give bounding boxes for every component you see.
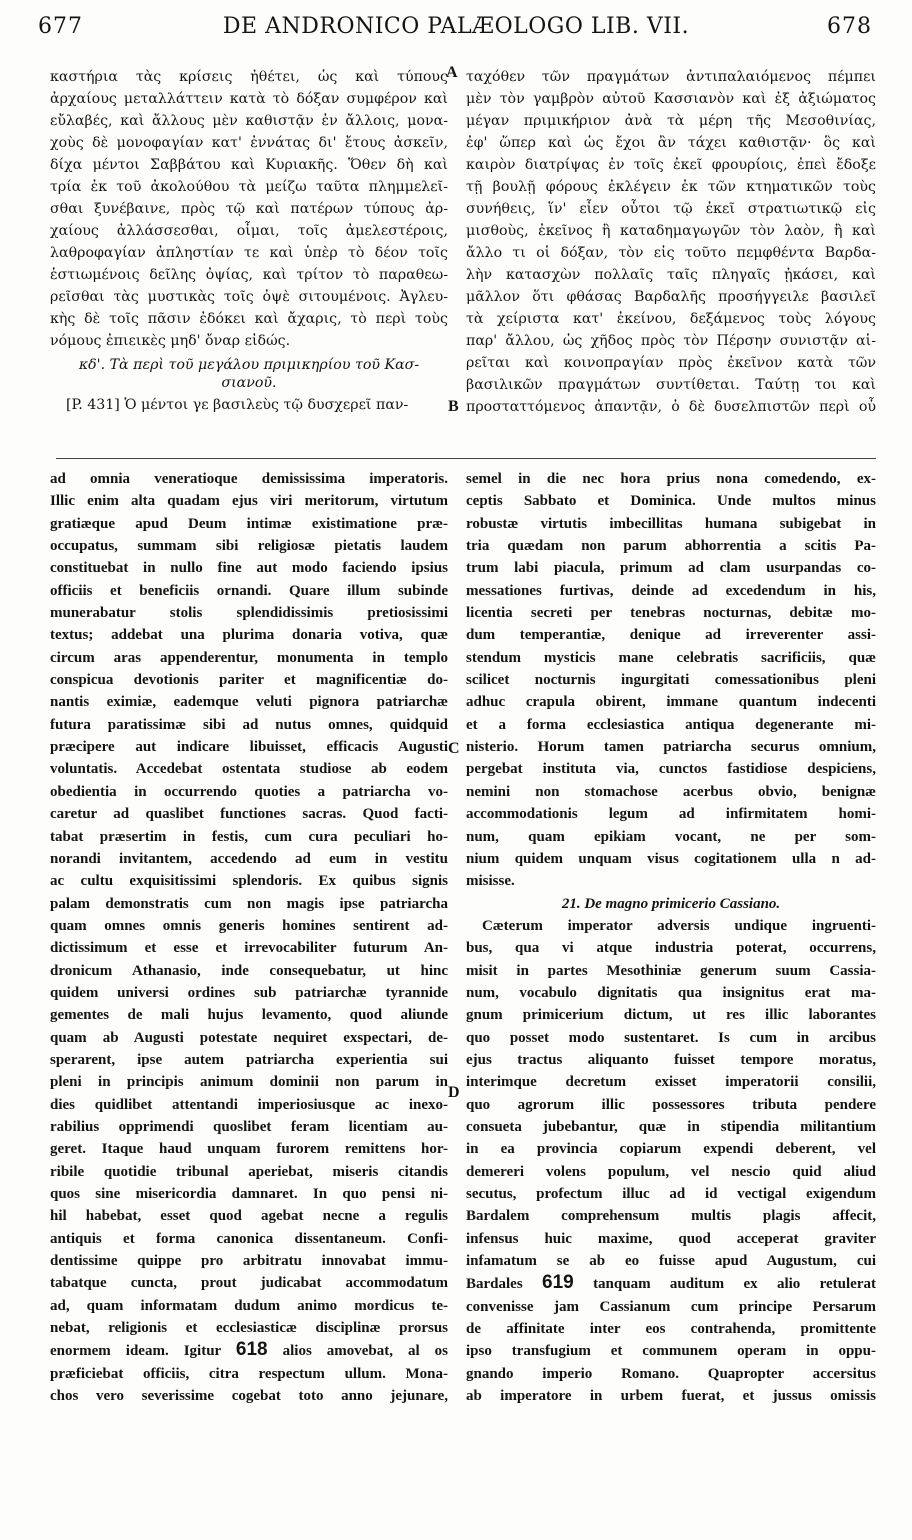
text-line: εὔλαβές, καὶ ἄλλους μὲν καθιστᾷν ἐν ἄλλοις, μονα- bbox=[50, 113, 448, 129]
column-separator-rule bbox=[56, 458, 876, 459]
text-line: num, quam epikiam vocant, ne per som- bbox=[466, 828, 876, 845]
text-line: gratiæque apud Deum intimæ existimatione præ- bbox=[50, 515, 448, 532]
text-line: hil habebat, esset quod agebat necne a regulis bbox=[50, 1208, 448, 1225]
text-line: dum temperantiæ, denique ad irreverenter assi- bbox=[466, 627, 876, 644]
text-line: geret. Itaque haud unquam furorem remittens hor- bbox=[50, 1141, 448, 1158]
text-line: licentia secreti per tenebras nocturnas, debitæ mo- bbox=[466, 605, 876, 622]
text-line: tria quædam non parum abhorrentia a scitis Pa- bbox=[466, 538, 876, 555]
text-line: λαθροφαγίαν ἀπληστίαν τε καὶ ὑπὲρ τὸ δέον τοῖς bbox=[50, 245, 448, 261]
text-line: τὰ χείριστα κατ' ἐκείνου, δεξάμενος τοὺς λόγους bbox=[466, 311, 876, 327]
text-line: adhuc crapula obirent, immane quantum indecenti bbox=[466, 694, 876, 711]
text-line: quidem universi ordines sub patriarchæ tyrannide bbox=[50, 984, 448, 1001]
text-line: officiis et beneficiis ornandi. Quare illum subinde bbox=[50, 582, 448, 599]
text-line: μισθοὺς, ἐκεῖνος ἢ καταδημαγωγῶν τὸν λαὸν, ἢ καὶ bbox=[466, 223, 876, 239]
text-line: gementes de mali hujus levamento, quod aliunde bbox=[50, 1007, 448, 1024]
text-line: quam omnes omnis generis homines sentirent ad- bbox=[50, 917, 448, 934]
text-line: Illic enim alta quadam ejus viri meritorum, virtutum bbox=[50, 493, 448, 510]
text-line: ἑστιωμένοις δεῖλης ὀψίας, καὶ τρίτον τὸ παραθεω- bbox=[50, 267, 448, 283]
latin-left-lines bbox=[50, 468, 448, 1407]
text-line: βασιλικῶν πραγμάτων συντίθεται. Ταύτῃ τοι καὶ bbox=[466, 377, 876, 393]
text-line: συνήθεις, ἵν' εἶεν οὗτοι τῷ ἐκεῖ στρατιωτικῷ εἰς bbox=[466, 201, 876, 217]
text-line: nisterio. Horum tamen patriarcha securus omnium, bbox=[466, 739, 876, 756]
text-line: nantis eximiæ, eademque veluti pignora patriarchæ bbox=[50, 694, 448, 711]
text-line: et a forma ecclesiastica antiqua degenerante mi- bbox=[466, 716, 876, 733]
text-line: ad omnia veneratioque demississima imperatoris. bbox=[50, 471, 448, 487]
text-line: circum aras appenderentur, monumenta in templo bbox=[50, 649, 448, 666]
text-line: præficiebat officiis, citra respectum ullum. Mona- bbox=[50, 1365, 448, 1382]
text-line: sperarent, ipse autem patriarcha experientia sui bbox=[50, 1051, 448, 1068]
text-line: gnando imperio Romano. Quapropter accersitus bbox=[466, 1365, 876, 1382]
left-page-number: 677 bbox=[38, 14, 83, 39]
text-line: voluntatis. Accedebat ostentata studiose ab eodem bbox=[50, 761, 448, 778]
text-line: consueta jubebantur, quæ in stipendia militantium bbox=[466, 1118, 876, 1135]
latin-section-heading: 21. De magno primicerio Cassiano. bbox=[561, 895, 781, 912]
text-line: conspicua devotionis pariter et magnificentiæ do- bbox=[50, 672, 448, 689]
text-line: ἄλλο τι οἱ δόξαν, τὸν εἰς τοῦτο πεμφθέντα Βαρδα- bbox=[466, 245, 876, 261]
text-line: dronicum Athanasio, inde consequebatur, ut hinc bbox=[50, 962, 448, 979]
text-line: gnum primicerium dictum, ut res illic laborantes bbox=[466, 1007, 876, 1024]
text-line: σθαι ξυνέβαινε, πρὸς τῷ καὶ πατέρων τύπους ἀρ- bbox=[50, 201, 448, 217]
right-page-number: 678 bbox=[827, 14, 872, 39]
text-line: quo posset modo sustentaret. Is cum in arcibus bbox=[466, 1029, 876, 1046]
text-line: λὴν κατασχὼν πολλαῖς ταῖς πληγαῖς ᾐκάσει, καὶ bbox=[466, 267, 876, 283]
text-line: tabatque cuncta, prout judicabat accommodatum bbox=[50, 1275, 448, 1292]
text-line: μᾶλλον ὅτι φθάσας Βαρδαλῆς προσήγγειλε βασιλεῖ bbox=[466, 289, 876, 305]
text-line: ribile quotidie tribunal aperiebat, miseris citandis bbox=[50, 1163, 448, 1180]
text-line: trum labi piacula, primum ad clam usurpandas co- bbox=[466, 560, 876, 577]
running-title: DE ANDRONICO PALÆOLOGO LIB. VII. bbox=[222, 14, 690, 39]
text-line: δίχα μέντοι Σαββάτου καὶ Κυριακῆς. Ὅθεν δὴ καὶ bbox=[50, 157, 448, 173]
greek-left-lines bbox=[50, 66, 448, 352]
text-line: tabat præsertim in festis, cum cura peculiari ho- bbox=[50, 828, 448, 845]
text-line: χαίους ἀλλάσσεσθαι, οἶμαι, τοῖς ἀμελεστέροις, bbox=[50, 223, 448, 239]
text-line: νόμους ἐπιεικὲς μηδ' ὄναρ εἰδώς. bbox=[50, 333, 291, 349]
text-line: caretur ad quaslibet functiones sacras. Quod facti- bbox=[50, 806, 448, 823]
text-line: ταχόθεν τῶν πραγμάτων ἀντιπαλαιόμενος πέμπει bbox=[466, 69, 876, 85]
text-line: dentissime quippe pro arbitratu innovabat immu- bbox=[50, 1253, 448, 1270]
text-line: μέγαν πριμικήριον ἀνὰ τὰ μέρη τῆς Μεσοθινίας, bbox=[466, 113, 876, 129]
text-line: προσταττόμενος ἀπαντᾷν, ὁ δὲ δυσελπιστῶν περὶ οὗ bbox=[466, 399, 876, 415]
text-line: textus; addebat una plurima donaria votiva, quæ bbox=[50, 627, 448, 644]
text-line: καστήρια τὰς κρίσεις ἠθέτει, ὡς καὶ τύπους bbox=[50, 69, 448, 85]
text-line: infamatum se ab eo fuisse apud Augustum, cui bbox=[466, 1253, 876, 1270]
text-line: demereri volens populum, vel nescio quid aliud bbox=[466, 1163, 876, 1180]
text-line: τρία ἐκ τοῦ ἀκολούθου τὰ μείζω ταῦτα πλημμελεῖ- bbox=[50, 179, 448, 195]
text-line: nebat, religionis et ecclesiasticæ disciplinæ prorsus bbox=[50, 1320, 448, 1337]
text-line: stendum mysticis mane celebratis sacrificiis, quæ bbox=[466, 649, 876, 666]
greek-section-heading-cont: σιανοῦ. bbox=[221, 375, 277, 391]
text-line: ceptis Sabbato et Dominica. Unde multos minus bbox=[466, 493, 876, 510]
latin-left-column bbox=[50, 468, 448, 1407]
text-line: misit in partes Mesothiniæ generum suum Cassia- bbox=[466, 962, 876, 979]
text-line: dies quidlibet attentandi imperiosiusque ac inexo- bbox=[50, 1096, 448, 1113]
text-line: de affinitate inter eos contrahenda, promittente bbox=[466, 1321, 876, 1338]
text-line: futura paratissimæ sibi ad nutus omnes, quidquid bbox=[50, 716, 448, 733]
greek-section-heading: κδ'. Τὰ περὶ τοῦ μεγάλου πριμικηρίου τοῦ Κασ- bbox=[78, 357, 420, 373]
greek-right-lines bbox=[466, 66, 876, 418]
text-line: rabilius opprimendi quoslibet feram licentiam au- bbox=[50, 1118, 448, 1135]
text-line: ac cultu exquisitissimi splendoris. Ex quibus signis bbox=[50, 873, 448, 890]
text-line: ἀρχαίους μεταλλάττειν κατὰ τὸ δόξαν συμφέρον καὶ bbox=[50, 91, 448, 107]
text-line: dictissimum et esse et irrevocabiliter futurum An- bbox=[50, 940, 448, 957]
latin-right-lines-2 bbox=[466, 915, 876, 1408]
running-header bbox=[0, 10, 912, 44]
greek-left-last-line bbox=[50, 394, 448, 416]
text-line: robustæ virtutis imbecillitas humana subigebat in bbox=[466, 515, 876, 532]
text-line: constituebat in nullo fine aut modo faciendo ipsius bbox=[50, 560, 448, 577]
text-line: quo agrorum illic possessores tributa pendere bbox=[466, 1096, 876, 1113]
text-line: quos sine misericordia damnaret. In quo pensi ni- bbox=[50, 1186, 448, 1202]
text-line: Bardalem comprehensum multis plagis affecit, bbox=[466, 1208, 876, 1225]
text-line: interimque decretum exisset imperatorii consilii, bbox=[466, 1074, 876, 1091]
text-line: convenisse jam Cassianum cum principe Persarum bbox=[466, 1298, 876, 1315]
text-line: munerabatur stolis splendidissimis pretiosissimi bbox=[50, 605, 448, 622]
text-line: enormem ideam. Igitur 618 alios amovebat, al os bbox=[50, 1339, 448, 1361]
latin-right-lines bbox=[466, 468, 876, 893]
text-line: ρεῖσθαι τὰς μυστικὰς τοῖς ὀψὲ σιτουμένοις. Ἀγλευ- bbox=[50, 289, 448, 305]
text-line: chos vero severissime cogebat toto anno jejunare, bbox=[50, 1388, 448, 1405]
text-line: occupatus, summam sibi religiosæ pietatis laudem bbox=[50, 538, 448, 555]
text-line: norandi invitantem, accedendo ad eum in vestitu bbox=[50, 850, 448, 867]
text-line: scilicet nocturnis ingurgitati comessationibus pleni bbox=[466, 672, 876, 689]
text-line: pleni in principis animum dominii non parum in bbox=[50, 1074, 448, 1091]
greek-left-column bbox=[50, 66, 448, 416]
text-line: μὲν τὸν γαμβρὸν αὐτοῦ Κασσιανὸν καὶ ἐξ ἀξιώματος bbox=[466, 91, 876, 107]
text-line: in ea provincia copiarum expendi deberent, vel bbox=[466, 1141, 876, 1158]
text-line: ab imperatore in urbem fuerat, et jussus omissis bbox=[466, 1388, 876, 1405]
text-line: nemini non stomachose acerbus obvio, benignæ bbox=[466, 783, 876, 800]
page-reference: [P. 431] bbox=[66, 397, 120, 413]
text-line: ἐφ' ὥπερ καὶ ὡς ἔχοι ἂν τάχει καθιστᾷν· ὃς καὶ bbox=[466, 135, 876, 151]
text-line: χοὺς δὲ μονοφαγίαν κατ' ἐννάτας δι' ἔτους ἀσκεῖν, bbox=[50, 135, 448, 151]
text-line: quam ab Augusti potestate nequiret exspectari, de- bbox=[50, 1029, 448, 1046]
text-line: Bardales 619 tanquam auditum ex alio retulerat bbox=[466, 1272, 876, 1294]
text-line: palam demonstratis cum non magis ipse patriarcha bbox=[50, 895, 448, 912]
text-line: misisse. bbox=[466, 873, 515, 890]
text-line: nium quidem unquam visus cogitationem ulla n ad- bbox=[466, 850, 876, 867]
text-line: præcipere aut indicare libuisset, efficacis Augusti bbox=[50, 739, 448, 756]
text-line: ipso transfugium et communem operam in oppu- bbox=[466, 1343, 876, 1360]
text-line: messationes furtivas, deinde ad excedendum in his, bbox=[466, 582, 876, 599]
margin-marker-b: B bbox=[448, 398, 459, 415]
page-number-marker: 618 bbox=[235, 1339, 268, 1361]
greek-left-last-text: Ὁ μέντοι γε βασιλεὺς τῷ δυσχερεῖ παν- bbox=[124, 397, 409, 413]
page-number-marker: 619 bbox=[542, 1272, 574, 1294]
latin-right-column bbox=[466, 468, 876, 1407]
margin-marker-a: A bbox=[446, 64, 458, 81]
text-line: τῇ βουλῇ φόρους ἐκλέγειν ἐκ τῶν κτηματικῶν τοὺς bbox=[466, 179, 876, 195]
text-line: bus, qua vi atque industria poterat, occurrens, bbox=[466, 940, 876, 957]
text-line: ρεῖται καὶ κοινοπραγίαν πρὸς ἐκεῖνον κατὰ τῶν bbox=[466, 355, 876, 371]
margin-marker-c: C bbox=[448, 740, 460, 757]
text-line: κὴς δὲ τοῖς πᾶσιν ἐδόκει καὶ ἄχαρις, τὸ περὶ τοὺς bbox=[50, 311, 448, 327]
text-line: ejus tractus aliquanto fuisset tempore moratus, bbox=[466, 1051, 876, 1068]
text-line: pergebat instituta via, cunctos fastidiose despiciens, bbox=[466, 761, 876, 778]
text-line: infensus huic maxime, quod acceperat graviter bbox=[466, 1230, 876, 1247]
text-line: obedientia in occurrendo quoties a patriarcha vo- bbox=[50, 783, 448, 800]
text-line: καιρὸν διατρίψας ἐν τοῖς ἐκεῖ φρουρίοις, ἐπεὶ ἔδοξε bbox=[466, 157, 876, 173]
text-line: accommodationis legum ad infirmitatem homi- bbox=[466, 806, 876, 823]
text-line: Cæterum imperator adversis undique ingruenti- bbox=[482, 917, 876, 934]
text-line: ad, quam informatam dudum animo mordicus te- bbox=[50, 1297, 448, 1314]
margin-marker-d: D bbox=[448, 1084, 460, 1101]
greek-right-column bbox=[466, 66, 876, 418]
text-line: secutus, profectum illuc ad id vectigal exigendum bbox=[466, 1186, 876, 1202]
text-line: semel in die nec hora prius nona comedendo, ex- bbox=[466, 471, 876, 487]
text-line: num, vocabulo dignitatis qua insignitus erat ma- bbox=[466, 984, 876, 1001]
text-line: antiquis et forma canonica dissentaneum. Confi- bbox=[50, 1230, 448, 1247]
text-line: παρ' ἄλλου, ὡς χῆδος πρὸς τὸν Πέρσην συνιστᾷν αἱ- bbox=[466, 333, 876, 349]
